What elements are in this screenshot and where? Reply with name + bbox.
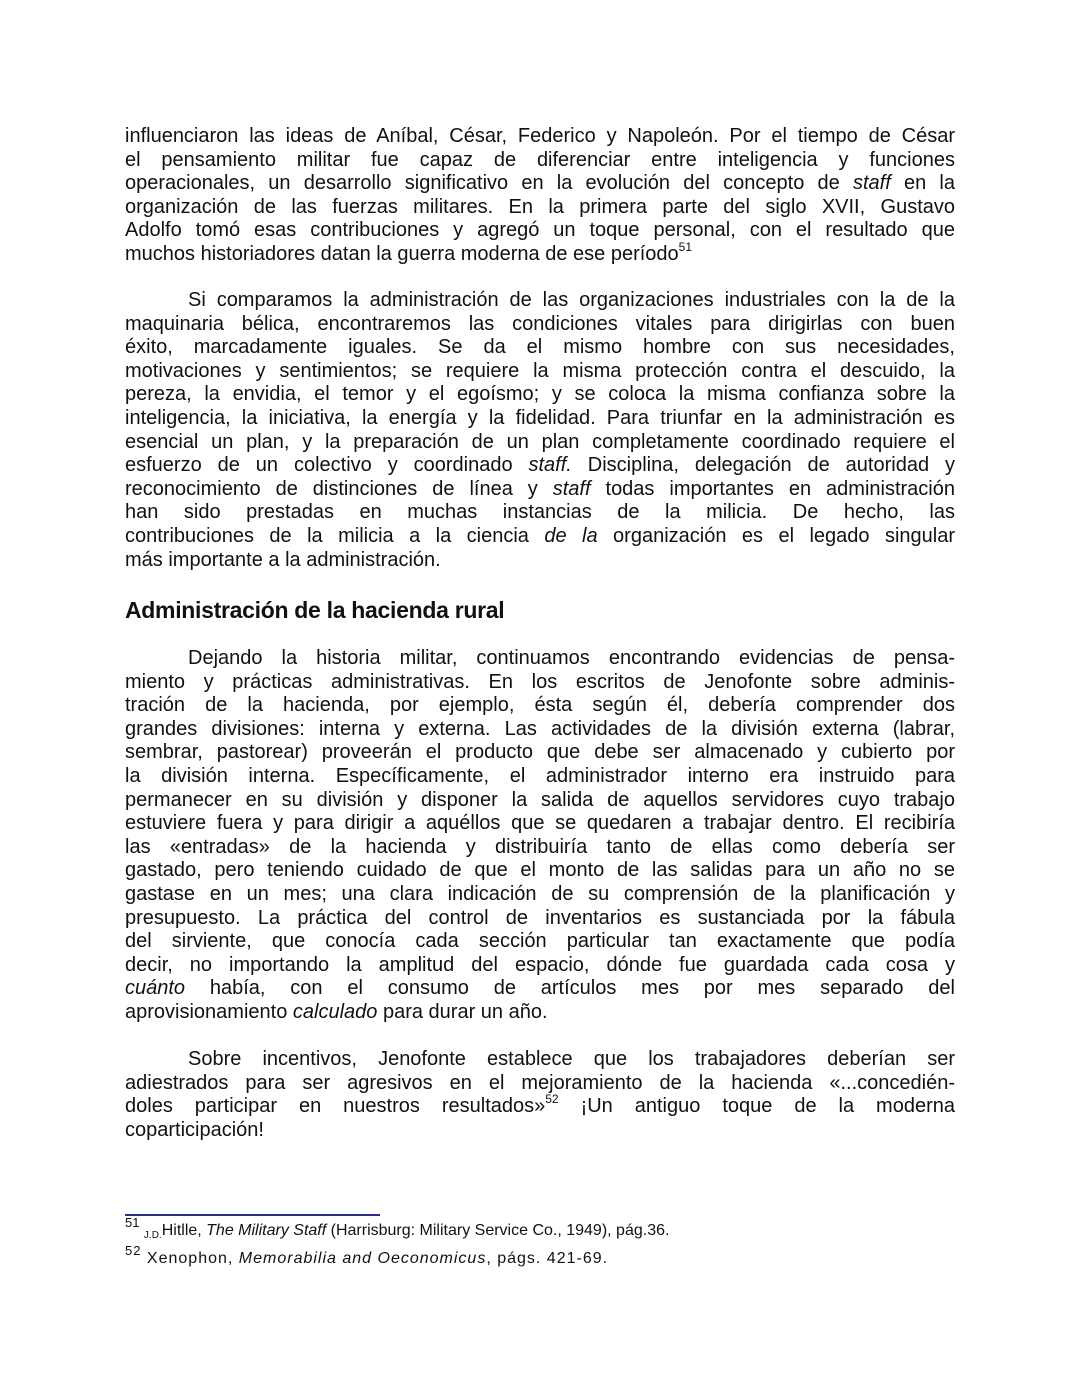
text-run: operacionales, un desarrollo significativo en la evolución del concepto de	[125, 172, 853, 195]
text-run: inteligencia, la iniciativa, la energía y la fidelidad. Para triunfar en la administración es	[125, 406, 955, 429]
text-line	[125, 454, 955, 478]
paragraph-military-thought	[125, 125, 955, 267]
text-line	[125, 859, 955, 883]
text-line	[125, 525, 955, 549]
text-line	[125, 149, 955, 173]
text-line	[125, 930, 955, 954]
text-line	[125, 549, 955, 573]
footnote-details: , págs. 421-69.	[486, 1250, 609, 1267]
text-line	[125, 789, 955, 813]
italic-term: staff	[552, 477, 591, 500]
text-line	[125, 954, 955, 978]
text-run: del sirviente, que conocía cada sección particular tan exactamente que podía	[125, 930, 955, 953]
paragraph-xenophon-estate	[125, 647, 955, 1025]
text-run: ¡Un antiguo toque de la moderna	[558, 1095, 955, 1118]
text-run: permanecer en su división y disponer la salida de aquellos servidores cuyo trabajo	[125, 788, 955, 811]
text-run: había, con el consumo de artículos mes por mes separado del	[185, 977, 955, 1000]
text-run: en la	[890, 172, 955, 195]
footnote-prefix: J.D.	[143, 1230, 162, 1241]
text-line	[125, 478, 955, 502]
text-line	[125, 313, 955, 337]
text-line	[125, 196, 955, 220]
text-line	[125, 172, 955, 196]
text-run: han sido prestadas en muchas instancias de la milicia. De hecho, las	[125, 501, 955, 524]
text-line	[125, 671, 955, 695]
text-line	[125, 907, 955, 931]
footnote-title: Memorabilia and Oeconomicus	[238, 1250, 487, 1267]
text-run: adiestrados para ser agresivos en el mejoramiento de la hacienda «...concedién-	[125, 1071, 955, 1094]
text-run: motivaciones y sentimientos; se requiere la misma protección contra el descuido, la	[125, 359, 955, 382]
paragraph-incentives	[125, 1048, 955, 1142]
footnote-author: Hitlle,	[161, 1222, 207, 1239]
text-run: éxito, marcadamente iguales. Se da el mismo hombre con sus necesidades,	[125, 336, 955, 359]
text-run: Adolfo tomó esas contribuciones y agregó un toque personal, con el resultado que	[125, 219, 955, 242]
text-run: pereza, la envidia, el temor y el egoísmo; y se coloca la misma confianza sobre la	[125, 383, 955, 406]
text-run: muchos historiadores datan la guerra moderna de ese período	[125, 242, 679, 265]
text-run: gastado, pero teniendo cuidado de que el monto de las salidas para un año no se	[125, 859, 955, 882]
footnote-reference: 51	[678, 239, 693, 254]
text-run: tración de la hacienda, por ejemplo, ésta según él, debería comprender dos	[125, 694, 955, 717]
text-line	[125, 501, 955, 525]
text-run: decir, no importando la amplitud del espacio, dónde fue guardada cada cosa y	[125, 953, 955, 976]
italic-term: de la	[544, 524, 598, 547]
text-run: doles participar en nuestros resultados»	[125, 1095, 546, 1118]
text-line	[125, 883, 955, 907]
text-run: estuviere fuera y para dirigir a aquéllos que se quedaren a trabajar dentro. El recibiría	[125, 812, 955, 835]
text-line	[125, 407, 955, 431]
text-line	[125, 360, 955, 384]
footnote-details: (Harrisburg: Military Service Co., 1949), pág.36.	[326, 1222, 670, 1239]
text-run: sembrar, pastorear) proveerán el producto que debe ser almacenado y cubierto por	[125, 741, 955, 764]
text-run: influenciaron las ideas de Aníbal, César, Federico y Napoleón. Por el tiempo de César	[125, 125, 955, 147]
text-run: la división interna. Específicamente, el administrador interno era instruido para	[125, 764, 955, 787]
text-line	[125, 383, 955, 407]
text-line	[125, 977, 955, 1001]
text-run: aprovisionamiento	[125, 1000, 293, 1023]
text-run: coparticipación!	[125, 1118, 264, 1141]
footnote-title: The Military Staff	[206, 1222, 327, 1239]
italic-term: cuánto	[125, 977, 186, 1000]
text-run: las «entradas» de la hacienda y distribuiría tanto de ellas como debería ser	[125, 835, 955, 858]
italic-term: calculado	[292, 1000, 378, 1023]
text-run: organización es el legado singular	[597, 524, 955, 547]
footnote-author: Xenophon,	[146, 1250, 239, 1267]
text-line	[125, 812, 955, 836]
footnote-number: 51	[125, 1215, 140, 1230]
text-run: reconocimiento de distinciones de línea y	[125, 477, 553, 500]
italic-term: staff.	[528, 454, 572, 477]
text-run: todas importantes en administración	[590, 477, 955, 500]
text-line	[125, 239, 955, 267]
paragraph-industrial-comparison	[125, 289, 955, 572]
footnote-number: 52	[125, 1243, 142, 1258]
text-run: grandes divisiones: interna y externa. Las actividades de la división externa (labrar,	[125, 717, 955, 740]
text-run: esfuerzo de un colectivo y coordinado	[125, 454, 529, 477]
text-line	[125, 1072, 955, 1096]
text-run: presupuesto. La práctica del control de inventarios es sustanciada por la fábula	[125, 906, 955, 929]
text-line	[125, 1001, 955, 1025]
text-line	[125, 836, 955, 860]
section-heading: Administración de la hacienda rural	[125, 597, 505, 623]
text-line	[125, 125, 955, 149]
text-line	[125, 694, 955, 718]
footnote-reference: 52	[545, 1092, 559, 1107]
text-run: organización de las fuerzas militares. En la primera parte del siglo XVII, Gustavo	[125, 195, 955, 218]
text-line	[125, 289, 955, 313]
text-run: Dejando la historia militar, continuamos encontrando evidencias de pensa-	[188, 647, 955, 669]
text-line	[125, 431, 955, 455]
text-run: Sobre incentivos, Jenofonte establece que los trabajadores deberían ser	[188, 1048, 955, 1070]
italic-term: staff	[852, 172, 891, 195]
text-run: para durar un año.	[377, 1000, 548, 1023]
text-line	[125, 765, 955, 789]
text-line	[125, 1048, 955, 1072]
text-run: contribuciones de la milicia a la ciencia	[125, 524, 545, 547]
text-run: miento y prácticas administrativas. En los escritos de Jenofonte sobre adminis-	[125, 670, 955, 693]
text-line	[125, 1119, 955, 1143]
footnote-52	[125, 1243, 609, 1268]
text-line	[125, 336, 955, 360]
text-run: más importante a la administración.	[125, 548, 441, 571]
text-run: Disciplina, delegación de autoridad y	[571, 454, 955, 477]
text-line	[125, 718, 955, 742]
text-line	[125, 219, 955, 243]
footnote-divider	[125, 1214, 380, 1216]
text-line	[125, 1092, 955, 1119]
text-line	[125, 647, 955, 671]
text-run: esencial un plan, y la preparación de un plan completamente coordinado requiere el	[125, 430, 955, 453]
text-run: gastase en un mes; una clara indicación de su comprensión de la planificación y	[125, 882, 955, 905]
text-run: maquinaria bélica, encontraremos las condiciones vitales para dirigirlas con buen	[125, 312, 955, 335]
text-run: Si comparamos la administración de las organizaciones industriales con la de la	[188, 289, 955, 311]
text-run: el pensamiento militar fue capaz de diferenciar entre inteligencia y funciones	[125, 148, 955, 171]
footnote-51	[125, 1215, 670, 1241]
text-line	[125, 741, 955, 765]
